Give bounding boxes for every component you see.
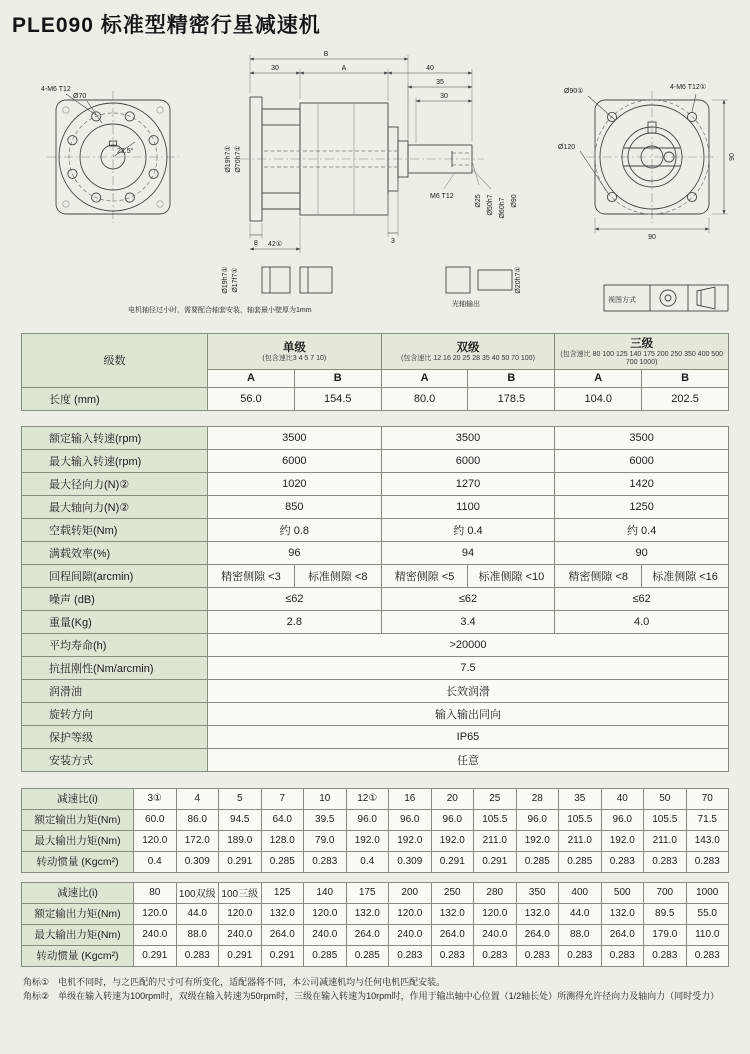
- cell: 120.0: [389, 903, 432, 924]
- cell: 120.0: [134, 830, 177, 851]
- table-row: [22, 334, 729, 370]
- cell: 154.5: [294, 387, 381, 410]
- cell: 240.0: [389, 924, 432, 945]
- cell: 88.0: [176, 924, 219, 945]
- footnote-2: 角标② 单级在输入转速为100rpm时，双级在输入转速为50rpm时，三级在输入转速为10rpm时，作用于输出轴中心位置（1/2轴长处）所测得允许径向力及轴向力（同时受力）: [23, 991, 720, 1002]
- cell: 标准侧隙 <16: [642, 564, 729, 587]
- cell: 39.5: [304, 809, 347, 830]
- cell: 精密侧隙 <8: [555, 564, 642, 587]
- cell: 3500: [381, 426, 555, 449]
- cell: 约 0.4: [555, 518, 729, 541]
- cell: 105.5: [474, 809, 517, 830]
- cell: 0.291: [134, 945, 177, 966]
- cell: 0.4: [134, 851, 177, 872]
- cell: 96.0: [389, 809, 432, 830]
- cell: 56.0: [208, 387, 295, 410]
- cell: 211.0: [644, 830, 687, 851]
- row-label: 最大轴向力(N)②: [22, 495, 208, 518]
- plain-shaft-drawing: [446, 266, 522, 308]
- cell: 110.0: [686, 924, 729, 945]
- column-header: A: [555, 369, 642, 387]
- dim-label: 30: [271, 65, 279, 72]
- engineering-drawings: [0, 39, 750, 329]
- column-header: A: [208, 369, 295, 387]
- cell: 7: [261, 788, 304, 809]
- cell: 0.283: [559, 945, 602, 966]
- cell: 192.0: [516, 830, 559, 851]
- cell: 700: [644, 882, 687, 903]
- cell: 4: [176, 788, 219, 809]
- cell: 50: [644, 788, 687, 809]
- cell: 128.0: [261, 830, 304, 851]
- cell: 202.5: [642, 387, 729, 410]
- dim-label: 3: [391, 238, 395, 245]
- dim-label: B: [323, 51, 329, 58]
- table-row: [22, 495, 729, 518]
- cell: 100三级: [219, 882, 262, 903]
- dim-label: Ø60h7: [499, 197, 506, 219]
- cell: 500: [601, 882, 644, 903]
- table-row: [22, 587, 729, 610]
- cell: 2.8: [208, 610, 382, 633]
- table-row: [22, 679, 729, 702]
- cell: 28: [516, 788, 559, 809]
- cell: 120.0: [304, 903, 347, 924]
- cell: 192.0: [431, 830, 474, 851]
- cell: IP65: [208, 725, 729, 748]
- cell: 0.285: [346, 945, 389, 966]
- cell: 4.0: [555, 610, 729, 633]
- dim-label: 4-M6 T12: [41, 86, 71, 93]
- side-section-drawing: [224, 51, 518, 253]
- dim-label: Ø90①: [564, 88, 584, 95]
- group-name: 双级: [456, 342, 480, 355]
- dim-label: 30: [440, 93, 448, 100]
- dim-label: 35: [436, 79, 444, 86]
- row-label: 级数: [22, 334, 208, 388]
- table-row: [22, 851, 729, 872]
- cell: 20: [431, 788, 474, 809]
- table-row: [22, 426, 729, 449]
- table-row: [22, 748, 729, 771]
- group-header-single: [208, 334, 382, 370]
- cell: 189.0: [219, 830, 262, 851]
- table-row: [22, 830, 729, 851]
- cell: 192.0: [346, 830, 389, 851]
- page-title: PLE090 标准型精密行星减速机: [12, 14, 321, 37]
- cell: 143.0: [686, 830, 729, 851]
- table-row: [22, 788, 729, 809]
- table-row: [22, 656, 729, 679]
- row-label: 重量(Kg): [22, 610, 208, 633]
- footnote-1: 角标① 电机不同时，与之匹配的尺寸可有所变化，适配器将不同，本公司减速机均与任何电机匹配安装。: [23, 976, 446, 987]
- group-name: 三级: [630, 338, 654, 350]
- row-label: 转动惯量 (Kgcm²): [22, 851, 134, 872]
- cell: 6000: [381, 449, 555, 472]
- cell: 任意: [208, 748, 729, 771]
- cell: 264.0: [346, 924, 389, 945]
- cell: 179.0: [644, 924, 687, 945]
- cell: 104.0: [555, 387, 642, 410]
- table-row: [22, 882, 729, 903]
- cell: 0.291: [431, 851, 474, 872]
- cell: 120.0: [219, 903, 262, 924]
- row-label: 转动惯量 (Kgcm²): [22, 945, 134, 966]
- cell: ≤62: [555, 587, 729, 610]
- cell: 1000: [686, 882, 729, 903]
- cell: 1420: [555, 472, 729, 495]
- cell: 0.283: [304, 851, 347, 872]
- cell: 264.0: [516, 924, 559, 945]
- spec-table: [21, 426, 729, 772]
- cell: 0.285: [559, 851, 602, 872]
- cell: 0.285: [516, 851, 559, 872]
- cell: 94.5: [219, 809, 262, 830]
- row-label: 最大输入转速(rpm): [22, 449, 208, 472]
- group-header-triple: [555, 334, 729, 370]
- cell: 80.0: [381, 387, 468, 410]
- group-name: 单级: [282, 342, 306, 355]
- rear-view-drawing: [558, 83, 736, 241]
- projection-method-box: [604, 285, 728, 311]
- cell: 55.0: [686, 903, 729, 924]
- row-label: 安装方式: [22, 748, 208, 771]
- row-label: 平均寿命(h): [22, 633, 208, 656]
- dim-label: Ø70: [73, 93, 87, 100]
- table-row: [22, 809, 729, 830]
- row-label: 噪声 (dB): [22, 587, 208, 610]
- cell: 标准侧隙 <8: [294, 564, 381, 587]
- dim-label: 90: [648, 234, 656, 241]
- cell: 0.283: [686, 945, 729, 966]
- dim-label: Ø50h7: [487, 194, 494, 216]
- column-header: B: [642, 369, 729, 387]
- dim-label: Ø19h7①: [225, 145, 232, 173]
- cell: 132.0: [346, 903, 389, 924]
- dim-label: Ø70h7①: [235, 145, 242, 173]
- cell: 1250: [555, 495, 729, 518]
- footnotes: [21, 967, 729, 1004]
- table-row: [22, 924, 729, 945]
- cell: 1100: [381, 495, 555, 518]
- cell: 6000: [555, 449, 729, 472]
- table-row: [22, 702, 729, 725]
- dim-label: Ø17f7①: [232, 267, 239, 293]
- ratio-table-1: [21, 788, 729, 873]
- cell: 96.0: [431, 809, 474, 830]
- table-row: [22, 564, 729, 587]
- cell: 0.283: [516, 945, 559, 966]
- cell: 200: [389, 882, 432, 903]
- table-row: [22, 903, 729, 924]
- cell: 96: [208, 541, 382, 564]
- cell: 12①: [346, 788, 389, 809]
- cell: 0.283: [474, 945, 517, 966]
- cell: 175: [346, 882, 389, 903]
- cell: 120.0: [134, 903, 177, 924]
- cell: 0.283: [176, 945, 219, 966]
- cell: 240.0: [219, 924, 262, 945]
- table-row: [22, 387, 729, 410]
- cell: 精密侧隙 <3: [208, 564, 295, 587]
- cell: 16: [389, 788, 432, 809]
- cell: 264.0: [431, 924, 474, 945]
- cell: 0.309: [389, 851, 432, 872]
- dim-label: 40: [426, 65, 434, 72]
- cell: 70: [686, 788, 729, 809]
- cell: 0.283: [686, 851, 729, 872]
- table-row: [22, 472, 729, 495]
- cell: 0.285: [304, 945, 347, 966]
- cell: 25: [474, 788, 517, 809]
- row-label: 减速比(i): [22, 788, 134, 809]
- cell: 35: [559, 788, 602, 809]
- column-header: A: [381, 369, 468, 387]
- cell: 132.0: [431, 903, 474, 924]
- column-header: B: [294, 369, 381, 387]
- dim-label: Ø120: [558, 144, 576, 151]
- cell: 64.0: [261, 809, 304, 830]
- cell: 192.0: [389, 830, 432, 851]
- cell: 3①: [134, 788, 177, 809]
- cell: 192.0: [601, 830, 644, 851]
- cell: 5: [219, 788, 262, 809]
- cell: 240.0: [304, 924, 347, 945]
- cell: 0.283: [601, 945, 644, 966]
- dim-label: Ø19h7①: [222, 266, 229, 294]
- row-label: 满载效率(%): [22, 541, 208, 564]
- row-label: 最大径向力(N)②: [22, 472, 208, 495]
- cell: 90: [555, 541, 729, 564]
- ratio-table-2: [21, 882, 729, 967]
- dim-label: 90: [729, 153, 736, 161]
- cell: 71.5: [686, 809, 729, 830]
- row-label: 润滑油: [22, 679, 208, 702]
- cell: 850: [208, 495, 382, 518]
- cell: ≤62: [208, 587, 382, 610]
- cell: 96.0: [601, 809, 644, 830]
- cell: 60.0: [134, 809, 177, 830]
- row-label: 回程间隙(arcmin): [22, 564, 208, 587]
- cell: 132.0: [601, 903, 644, 924]
- cell: ≤62: [381, 587, 555, 610]
- table-row: [22, 945, 729, 966]
- row-label: 抗扭刚性(Nm/arcmin): [22, 656, 208, 679]
- cell: 0.283: [389, 945, 432, 966]
- cell: 125: [261, 882, 304, 903]
- cell: 长效润滑: [208, 679, 729, 702]
- cell: 240.0: [134, 924, 177, 945]
- cell: 44.0: [559, 903, 602, 924]
- plain-shaft-label: 光轴输出: [452, 301, 480, 308]
- table-row: [22, 610, 729, 633]
- cell: 40: [601, 788, 644, 809]
- group-ratios: (包含速比 12 16 20 25 28 35 40 50 70 100): [401, 355, 535, 363]
- row-label: 最大输出力矩(Nm): [22, 924, 134, 945]
- cell: >20000: [208, 633, 729, 656]
- bushing-note: 电机轴径过小时，需要配合轴套安装，轴套最小壁厚为1mm: [128, 307, 312, 314]
- table-row: [22, 518, 729, 541]
- dim-label: Ø20h7①: [515, 266, 522, 294]
- group-header-double: [381, 334, 555, 370]
- table-row: [22, 449, 729, 472]
- dim-label: 22.5°: [117, 148, 134, 155]
- cell: 0.291: [219, 851, 262, 872]
- cell: 264.0: [601, 924, 644, 945]
- row-label: 长度 (mm): [22, 387, 208, 410]
- cell: 172.0: [176, 830, 219, 851]
- cell: 0.283: [431, 945, 474, 966]
- cell: 211.0: [474, 830, 517, 851]
- group-ratios: (包含速比 80 100 125 140 175 200 250 350 400 500 700 1000): [560, 351, 723, 367]
- cell: 96.0: [346, 809, 389, 830]
- cell: 3.4: [381, 610, 555, 633]
- dim-label: 42①: [267, 241, 283, 248]
- cell: 132.0: [516, 903, 559, 924]
- cell: 输入输出同向: [208, 702, 729, 725]
- cell: 140: [304, 882, 347, 903]
- cell: 0.285: [261, 851, 304, 872]
- cell: 精密侧隙 <5: [381, 564, 468, 587]
- cell: 1270: [381, 472, 555, 495]
- row-label: 额定输出力矩(Nm): [22, 903, 134, 924]
- front-view-drawing: [41, 86, 179, 223]
- column-header: B: [468, 369, 555, 387]
- cell: 86.0: [176, 809, 219, 830]
- cell: 89.5: [644, 903, 687, 924]
- table-row: [22, 633, 729, 656]
- row-label: 保护等级: [22, 725, 208, 748]
- cell: 132.0: [261, 903, 304, 924]
- dim-label: A: [341, 65, 347, 72]
- cell: 350: [516, 882, 559, 903]
- cell: 280: [474, 882, 517, 903]
- row-label: 最大输出力矩(Nm): [22, 830, 134, 851]
- cell: 3500: [208, 426, 382, 449]
- cell: 0.309: [176, 851, 219, 872]
- cell: 400: [559, 882, 602, 903]
- row-label: 额定输入转速(rpm): [22, 426, 208, 449]
- group-ratios: (包含速比3 4 5 7 10): [262, 355, 327, 363]
- cell: 0.291: [474, 851, 517, 872]
- cell: 264.0: [261, 924, 304, 945]
- cell: 0.4: [346, 851, 389, 872]
- dim-label: Ø25: [475, 194, 482, 208]
- cell: 标准侧隙 <10: [468, 564, 555, 587]
- cell: 0.291: [261, 945, 304, 966]
- cell: 250: [431, 882, 474, 903]
- cell: 6000: [208, 449, 382, 472]
- cell: 96.0: [516, 809, 559, 830]
- projection-method-label: 视图方式: [608, 297, 636, 304]
- shaft-bushing-drawing: [221, 266, 332, 293]
- cell: 105.5: [559, 809, 602, 830]
- cell: 10: [304, 788, 347, 809]
- cell: 79.0: [304, 830, 347, 851]
- cell: 120.0: [474, 903, 517, 924]
- spec-header-table: [21, 333, 729, 411]
- row-label: 减速比(i): [22, 882, 134, 903]
- cell: 178.5: [468, 387, 555, 410]
- cell: 3500: [555, 426, 729, 449]
- cell: 约 0.8: [208, 518, 382, 541]
- cell: 100双级: [176, 882, 219, 903]
- cell: 211.0: [559, 830, 602, 851]
- cell: 0.291: [219, 945, 262, 966]
- cell: 44.0: [176, 903, 219, 924]
- cell: 105.5: [644, 809, 687, 830]
- row-label: 空载转矩(Nm): [22, 518, 208, 541]
- cell: 0.283: [644, 945, 687, 966]
- cell: 1020: [208, 472, 382, 495]
- cell: 88.0: [559, 924, 602, 945]
- dim-label: 8: [254, 240, 258, 247]
- dim-label: M6 T12: [430, 193, 454, 200]
- row-label: 旋转方向: [22, 702, 208, 725]
- dim-label: Ø90: [511, 194, 518, 208]
- cell: 0.283: [644, 851, 687, 872]
- cell: 80: [134, 882, 177, 903]
- table-row: [22, 541, 729, 564]
- row-label: 额定输出力矩(Nm): [22, 809, 134, 830]
- table-row: [22, 725, 729, 748]
- cell: 约 0.4: [381, 518, 555, 541]
- cell: 94: [381, 541, 555, 564]
- dim-label: 4-M6 T12①: [670, 84, 707, 91]
- cell: 7.5: [208, 656, 729, 679]
- cell: 0.283: [601, 851, 644, 872]
- cell: 240.0: [474, 924, 517, 945]
